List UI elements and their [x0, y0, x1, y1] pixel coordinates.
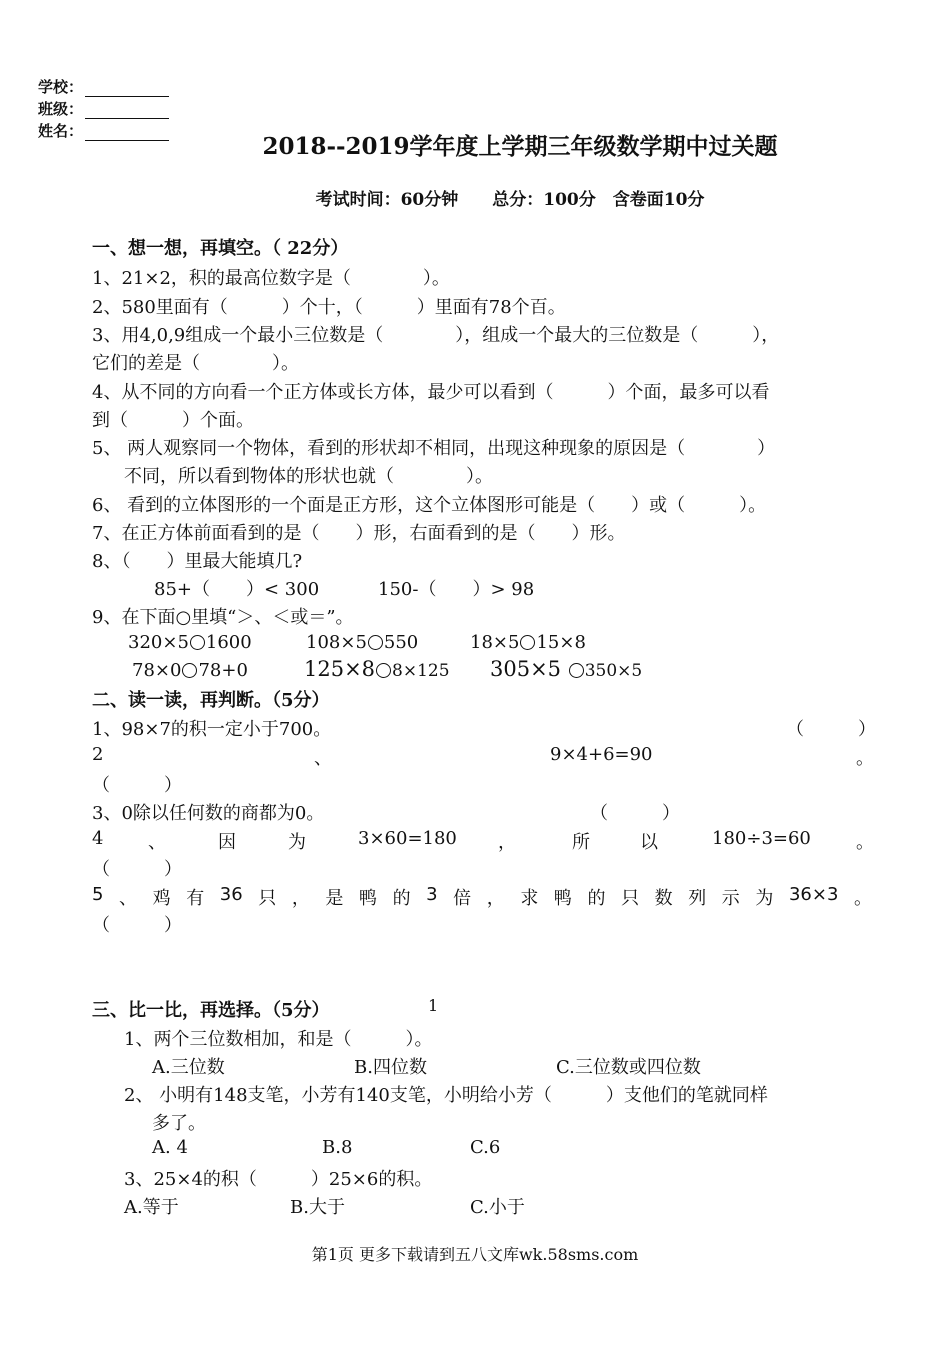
s2-question-5-part: 为: [755, 888, 774, 909]
s3-q1-option-a[interactable]: A.三位数: [152, 1057, 225, 1078]
compare-circle[interactable]: [520, 635, 535, 650]
s2-question-1-paren[interactable]: （ ）: [786, 719, 876, 740]
s3-q3-option-b[interactable]: B.大于: [290, 1197, 345, 1218]
s3-q3-option-c[interactable]: C.小于: [470, 1197, 525, 1218]
s3-q2-option-a[interactable]: A. 4: [152, 1137, 188, 1158]
compare-item: 125×8 8×125: [304, 657, 450, 681]
school-field: [38, 76, 169, 97]
s2-question-2-comma: 、: [314, 748, 332, 769]
compare-item: 78×0 78+0: [132, 660, 248, 681]
section1-heading: 一、想一想，再填空。（ 22分）: [92, 238, 349, 259]
page-title: 2018--2019学年度上学期三年级数学期中过关题: [262, 133, 778, 160]
section3-heading: 三、比一比，再选择。（5分）: [92, 1000, 330, 1021]
s3-question-2-cont: 多了。: [152, 1113, 206, 1134]
s1-question-5-cont: 不同，所以看到物体的形状也就（ ）。: [124, 466, 493, 487]
s2-question-4-part: 3×60=180: [358, 828, 457, 849]
s2-question-2-end: 。: [856, 748, 874, 769]
s2-question-3-paren[interactable]: （ ）: [590, 803, 680, 824]
s2-question-5-part: 的: [392, 888, 411, 909]
s2-question-4-part: 、: [148, 832, 166, 853]
school-blank: [85, 82, 169, 97]
s1-question-1: 1、21×2，积的最高位数字是（ ）。: [92, 268, 450, 289]
s2-question-4-part: 所: [572, 832, 590, 853]
compare-item: 108×5 550: [306, 632, 419, 653]
s2-question-5-part: 36×3: [788, 884, 839, 905]
s2-question-5-part: 36: [219, 884, 243, 905]
s3-question-2: 2、 小明有148支笔，小芳有140支笔，小明给小芳（ ）支他们的笔就同样: [124, 1085, 768, 1106]
s1-question-6: 6、 看到的立体图形的一个面是正方形，这个立体图形可能是（ ）或（ ）。: [92, 495, 767, 516]
class-blank: [85, 104, 169, 119]
s3-question-3: 3、25×4的积（ ）25×6的积。: [124, 1169, 433, 1190]
s2-question-5-part: 鸡: [152, 888, 171, 909]
s2-question-5-part: 有: [186, 888, 205, 909]
s2-question-4-part: 为: [288, 832, 306, 853]
s1-question-3: 3、用4,0,9组成一个最小三位数是（ ），组成一个最大的三位数是（ ），: [92, 325, 780, 346]
s3-question-1: 1、两个三位数相加，和是（ ）。: [124, 1029, 433, 1050]
s2-question-5-part: 数: [654, 888, 673, 909]
s1-question-5: 5、 两人观察同一个物体，看到的形状却不相同，出现这种现象的原因是（ ）: [92, 438, 776, 459]
s2-question-4-part: 。: [856, 832, 874, 853]
compare-circle[interactable]: [368, 635, 383, 650]
s3-q2-option-c[interactable]: C.6: [470, 1137, 501, 1158]
compare-circle[interactable]: [569, 663, 584, 678]
compare-item: 305×5 350×5: [490, 657, 643, 681]
school-label: 学校：: [38, 78, 84, 96]
class-field: [38, 98, 169, 119]
s2-question-5: [92, 884, 872, 910]
s2-question-4-part: 4: [92, 828, 104, 849]
s2-question-4-part: ，: [498, 832, 516, 853]
s1-question-3-cont: 它们的差是（ ）。: [92, 353, 299, 374]
s2-question-2-paren[interactable]: （ ）: [92, 775, 182, 796]
s2-question-5-part: 的: [587, 888, 606, 909]
s2-question-5-part: 倍: [453, 888, 472, 909]
s2-question-5-part: 。: [853, 888, 872, 909]
s3-q3-option-a[interactable]: A.等于: [124, 1197, 179, 1218]
s2-question-5-part: 是: [325, 888, 344, 909]
s2-question-5-part: 只: [621, 888, 640, 909]
page-footer: 第1页 更多下载请到五八文库wk.58sms.com: [311, 1245, 639, 1264]
compare-circle[interactable]: [182, 663, 197, 678]
s2-question-5-part: 示: [721, 888, 740, 909]
s1-question-8b: 150-（ ）> 98: [378, 579, 535, 600]
s2-question-4-part: 以: [640, 832, 658, 853]
s2-question-5-part: ，: [291, 888, 310, 909]
s2-question-5-part: 5: [92, 884, 104, 905]
s1-question-9: 9、在下面○里填“＞、＜或＝”。: [92, 607, 354, 628]
s1-question-7: 7、在正方体前面看到的是（ ）形，右面看到的是（ ）形。: [92, 523, 626, 544]
s3-q2-option-b[interactable]: B.8: [322, 1137, 353, 1158]
class-label: 班级：: [38, 100, 84, 118]
compare-item: 18×5 15×8: [470, 632, 586, 653]
s2-question-2-num: 2: [92, 744, 104, 765]
s2-question-2-expr: 9×4+6=90: [550, 744, 653, 765]
s2-question-4-paren[interactable]: （ ）: [92, 859, 182, 880]
name-label: 姓名：: [38, 122, 84, 140]
s1-question-2: 2、580里面有（ ）个十，（ ）里面有78个百。: [92, 297, 566, 318]
s1-question-4-cont: 到（ ）个面。: [92, 410, 254, 431]
s1-question-8: 8、（ ）里最大能填几?: [92, 551, 303, 572]
s2-question-5-part: 求: [520, 888, 539, 909]
s3-q1-option-b[interactable]: B.四位数: [354, 1057, 427, 1078]
s1-question-8a: 85+（ ）< 300: [154, 579, 320, 600]
s1-question-4: 4、从不同的方向看一个正方体或长方体，最少可以看到（ ）个面，最多可以看: [92, 382, 770, 403]
s2-question-5-part: 3: [426, 884, 438, 905]
s2-question-5-part: 列: [688, 888, 707, 909]
s2-question-4-part: 因: [218, 832, 236, 853]
s2-question-1: 1、98×7的积一定小于700。: [92, 719, 332, 740]
compare-circle[interactable]: [376, 663, 391, 678]
section2-heading: 二、读一读，再判断。（5分）: [92, 690, 330, 711]
s2-question-5-part: 鸭: [553, 888, 572, 909]
s2-question-5-part: ，: [486, 888, 505, 909]
s2-question-5-part: 、: [119, 888, 138, 909]
s2-question-5-part: 鸭: [358, 888, 377, 909]
s2-question-3: 3、0除以任何数的商都为0。: [92, 803, 325, 824]
s2-question-5-part: 只: [258, 888, 277, 909]
s2-question-4-part: 180÷3=60: [712, 828, 811, 849]
compare-circle[interactable]: [190, 635, 205, 650]
exam-info: 考试时间：60分钟 总分：100分 含卷面10分: [315, 190, 705, 210]
compare-item: 320×5 1600: [128, 632, 252, 653]
stray-number: 1: [428, 996, 439, 1015]
s3-q1-option-c[interactable]: C.三位数或四位数: [556, 1057, 701, 1078]
s2-question-5-paren[interactable]: （ ）: [92, 915, 182, 936]
